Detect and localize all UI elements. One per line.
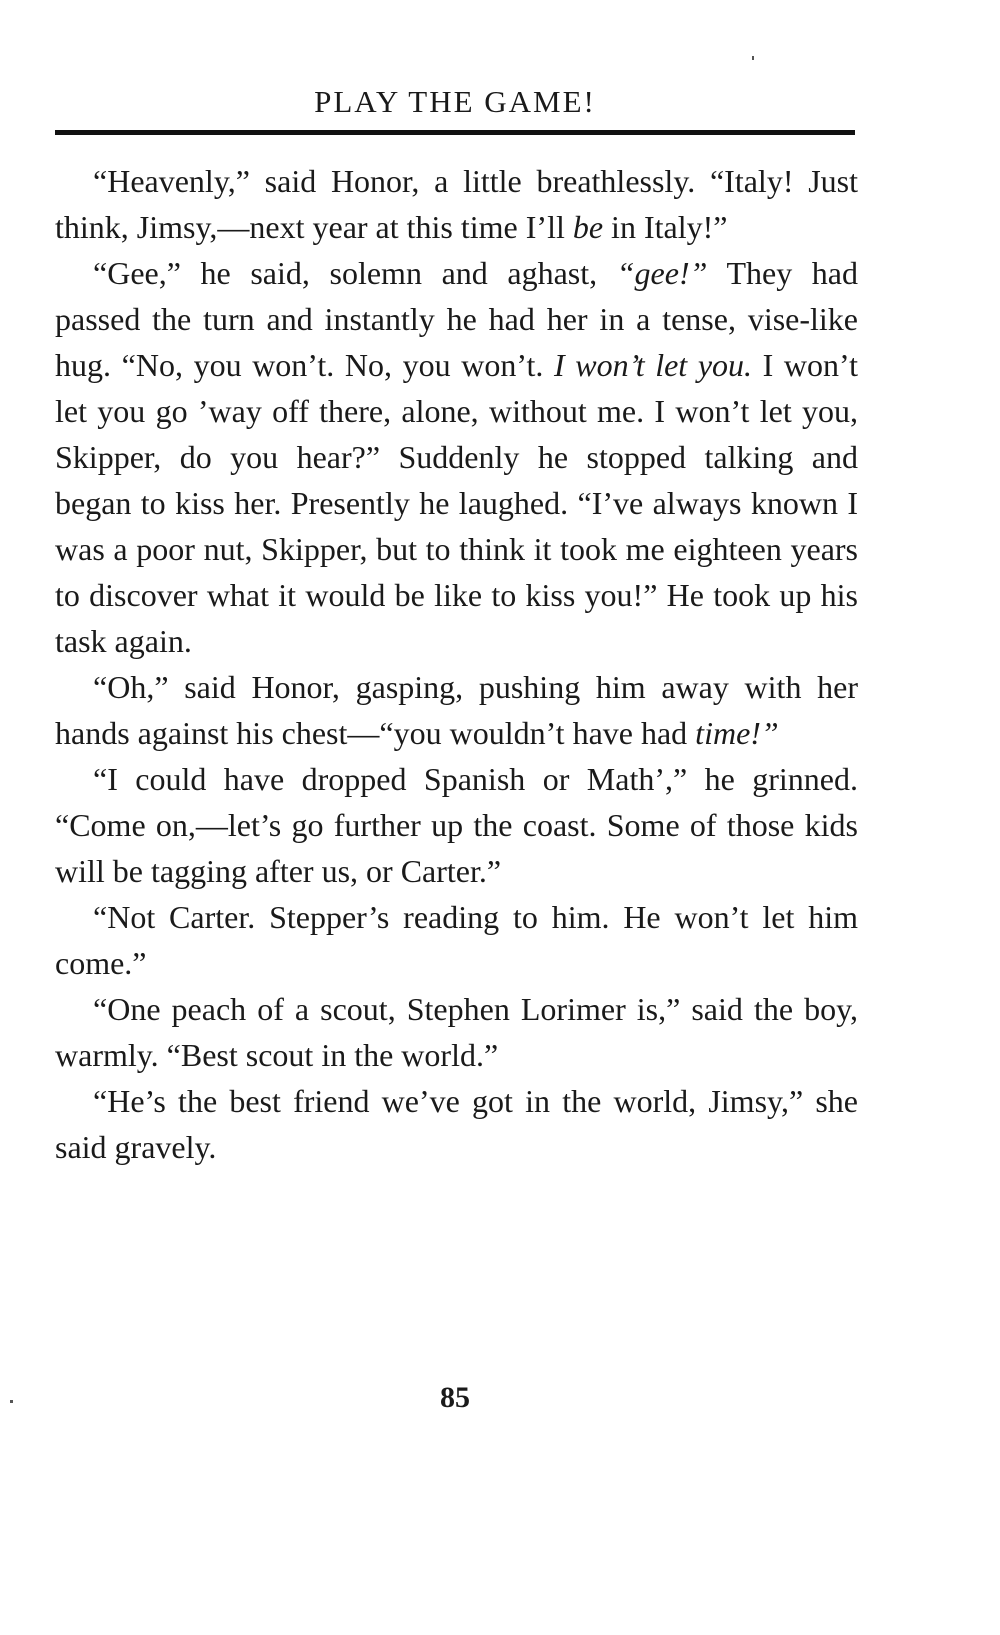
paragraph	[55, 664, 858, 756]
text-run: “One peach of a scout, Stephen Lorimer is,” said the boy, warmly. “Best scout in the world.”	[55, 991, 858, 1073]
page-number: 85	[440, 1381, 470, 1414]
text-run: They had passed the turn and instantly he had her in a tense, vise-like hug. “No, you won’t. No, you won’t.	[55, 255, 859, 383]
italic-run: I won’t let you.	[553, 347, 753, 383]
paragraph	[55, 986, 858, 1078]
text-run: “I could have dropped Spanish or Math’,” he grinned. “Come on,—let’s go further up the coast. Some of those kids will be tagging after us, or Carter.”	[55, 761, 858, 889]
running-head: PLAY THE GAME!	[314, 84, 596, 119]
text-run: “Oh,” said Honor, gasping, pushing him away with her hands against his chest—“you wouldn’t have had	[55, 669, 858, 751]
text-run: “He’s the best friend we’ve got in the world, Jimsy,” she said gravely.	[55, 1083, 858, 1165]
paragraph	[55, 250, 858, 664]
body-text	[55, 158, 858, 1170]
italic-run: be	[572, 209, 604, 245]
paragraph	[55, 756, 858, 894]
text-run: “Gee,” he said, solemn and aghast,	[93, 255, 617, 291]
header-rule	[55, 130, 855, 135]
italic-run: time!”	[695, 715, 779, 751]
paragraph	[55, 1078, 858, 1170]
text-run: “Not Carter. Stepper’s reading to him. He won’t let him come.”	[55, 899, 858, 981]
text-run: I won’t let you go ’way off there, alone, without me. I won’t let you, Skipper, do you hear?” Suddenly he stopped talking and began to kiss her. Presently he laughed. “I’ve always known I was a poor nut, Skipper, but to think it took me eighteen years to discover what it would be like to kiss you!” He took up his task again.	[55, 347, 858, 659]
paper-speck	[10, 1400, 13, 1403]
text-run: “Heavenly,” said Honor, a little breathlessly. “Italy! Just think, Jimsy,—next year at this time I’ll	[55, 163, 858, 245]
paragraph	[55, 158, 858, 250]
text-run: in Italy!”	[603, 209, 728, 245]
italic-run: “gee!”	[616, 255, 708, 291]
paragraph	[55, 894, 858, 986]
paper-speck	[752, 56, 754, 60]
